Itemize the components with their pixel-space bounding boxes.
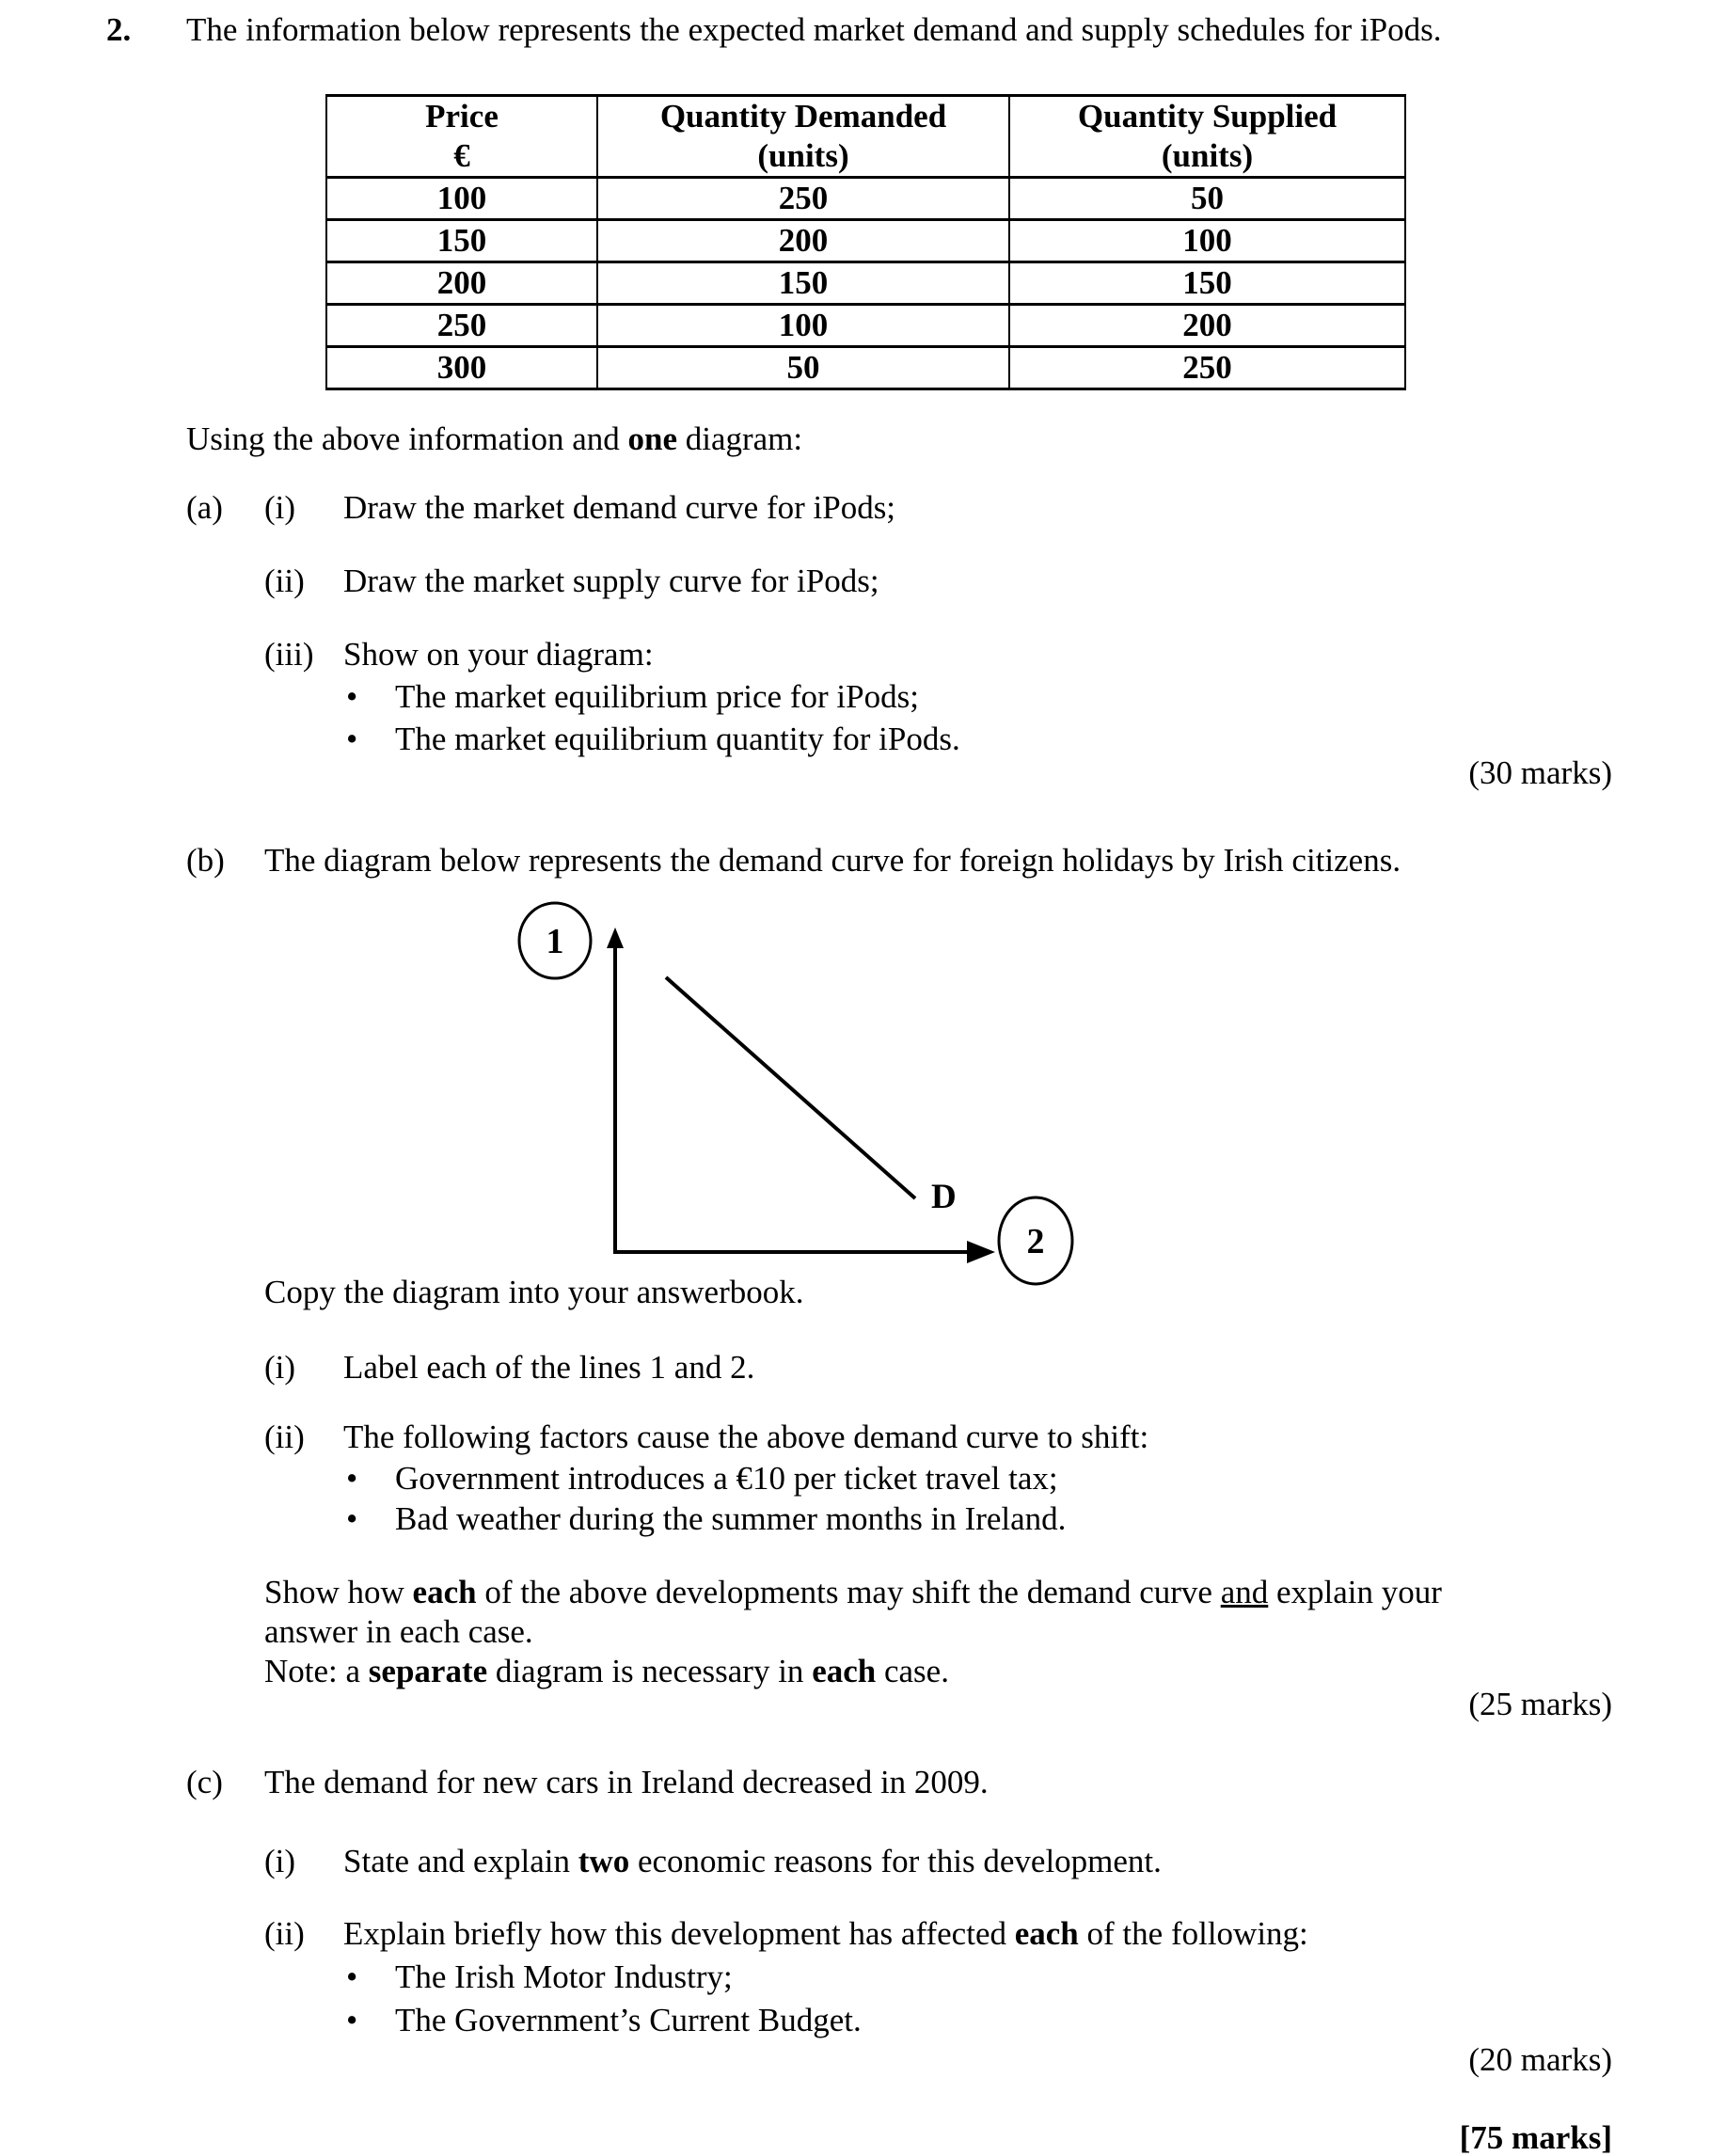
bullet-icon: • (346, 1500, 358, 1537)
shift-instruction-line-2: answer in each case. (264, 1613, 533, 1650)
text-segment: economic reasons for this development. (629, 1843, 1162, 1879)
col-header-price-sub: € (453, 137, 470, 174)
part-b-bullet-bad-weather (346, 1498, 1066, 1539)
part-a-bullet-equilibrium-quantity (346, 719, 960, 759)
col-header-price-title: Price (425, 98, 499, 135)
bold-segment: two (578, 1843, 630, 1879)
horizontal-axis-arrowhead-icon (967, 1241, 995, 1263)
table-row (326, 220, 1405, 262)
using-instruction (186, 419, 802, 459)
shift-instruction-line-1 (264, 1573, 1442, 1612)
part-b-intro (186, 840, 1401, 880)
part-a-marks: (30 marks) (1468, 754, 1612, 791)
col-header-quantity-supplied (1009, 96, 1405, 178)
bullet-text: Bad weather during the summer months in Ireland. (395, 1500, 1067, 1537)
demand-curve-diagram (508, 894, 1082, 1293)
table-cell-qd: 200 (597, 220, 1009, 262)
col-header-qd-title: Quantity Demanded (659, 98, 947, 135)
text-segment: case. (876, 1653, 949, 1689)
item-text: Draw the market supply curve for iPods; (343, 563, 879, 599)
copy-diagram-instruction: Copy the diagram into your answerbook. (264, 1274, 804, 1310)
item-number: (i) (264, 489, 296, 526)
part-b-bullet-travel-tax (346, 1458, 1058, 1498)
table-header-row (326, 96, 1405, 178)
item-number: (ii) (264, 1915, 305, 1952)
part-b-item-ii (264, 1417, 1148, 1457)
item-number: (iii) (264, 636, 314, 673)
col-header-qs-sub: (units) (1161, 137, 1254, 174)
table-cell-price: 100 (326, 178, 597, 220)
part-c-intro (186, 1762, 989, 1802)
table-cell-qd: 100 (597, 305, 1009, 347)
table-row (326, 305, 1405, 347)
part-c-bullet-motor-industry (346, 1957, 733, 1997)
question-intro-text: The information below represents the expected market demand and supply schedules for iPods. (186, 11, 1442, 48)
demand-curve-line (666, 977, 915, 1198)
bullet-icon: • (346, 721, 358, 757)
text-segment: Note: a (264, 1653, 369, 1689)
bullet-icon: • (346, 678, 358, 715)
table-cell-price: 250 (326, 305, 597, 347)
note-line (264, 1652, 1442, 1691)
table-row (326, 262, 1405, 305)
text-segment: of the following: (1078, 1915, 1308, 1952)
part-a-item-i (186, 487, 895, 528)
item-number: (ii) (264, 563, 305, 599)
item-text (343, 1915, 1308, 1952)
bullet-text: The Irish Motor Industry; (395, 1958, 733, 1995)
bullet-text: The Government’s Current Budget. (395, 2002, 862, 2038)
item-number: (i) (264, 1843, 296, 1879)
part-a-item-iii (264, 634, 654, 674)
table-cell-qd: 250 (597, 178, 1009, 220)
table-cell-qs: 250 (1009, 347, 1405, 389)
table-cell-price: 300 (326, 347, 597, 389)
col-header-qd-sub: (units) (757, 137, 849, 174)
part-a-item-ii (264, 561, 879, 601)
bullet-icon: • (346, 2002, 358, 2038)
text-segment: of the above developments may shift the demand curve (476, 1574, 1221, 1610)
item-text (343, 1843, 1162, 1879)
part-c-bullet-current-budget (346, 2000, 862, 2040)
bullet-icon: • (346, 1460, 358, 1497)
bullet-text: The market equilibrium quantity for iPods. (395, 721, 960, 757)
table-cell-qd: 50 (597, 347, 1009, 389)
table-cell-qs: 100 (1009, 220, 1405, 262)
text-segment: Explain briefly how this development has affected (343, 1915, 1015, 1952)
table-cell-qd: 150 (597, 262, 1009, 305)
item-text: Show on your diagram: (343, 636, 654, 673)
part-b-shift-instruction (264, 1573, 1442, 1691)
bold-segment: each (1014, 1915, 1079, 1952)
part-a-label: (a) (186, 489, 223, 526)
demand-curve-label: D (931, 1178, 957, 1216)
bold-segment: separate (368, 1653, 488, 1689)
col-header-qs-title: Quantity Supplied (1077, 98, 1338, 135)
part-b-intro-text: The diagram below represents the demand curve for foreign holidays by Irish citizens. (264, 842, 1401, 879)
text-segment: diagram is necessary in (487, 1653, 813, 1689)
bullet-text: The market equilibrium price for iPods; (395, 678, 919, 715)
table-cell-price: 200 (326, 262, 597, 305)
part-b-item-i (264, 1347, 754, 1387)
table-cell-qs: 50 (1009, 178, 1405, 220)
text-segment: State and explain (343, 1843, 578, 1879)
underlined-segment: and (1220, 1574, 1269, 1610)
item-number: (ii) (264, 1419, 305, 1455)
item-text: The following factors cause the above demand curve to shift: (343, 1419, 1149, 1455)
question-heading (106, 9, 1441, 50)
table-cell-price: 150 (326, 220, 597, 262)
part-b-marks: (25 marks) (1468, 1686, 1612, 1722)
bullet-text: Government introduces a €10 per ticket travel tax; (395, 1460, 1058, 1497)
market-schedule-table (325, 94, 1406, 390)
part-c-label: (c) (186, 1764, 223, 1800)
col-header-price (326, 96, 597, 178)
col-header-quantity-demanded (597, 96, 1009, 178)
line2-circle-label: 2 (1026, 1222, 1045, 1261)
item-text: Draw the market demand curve for iPods; (343, 489, 896, 526)
total-marks: [75 marks] (1459, 2119, 1612, 2156)
part-b-label: (b) (186, 842, 225, 879)
table-cell-qs: 150 (1009, 262, 1405, 305)
text-segment: explain your (1268, 1574, 1442, 1610)
part-a-bullet-equilibrium-price (346, 676, 919, 717)
table-row (326, 178, 1405, 220)
bold-segment: one (627, 420, 677, 457)
part-c-intro-text: The demand for new cars in Ireland decreased in 2009. (264, 1764, 989, 1800)
question-number: 2. (106, 11, 132, 48)
part-c-marks: (20 marks) (1468, 2041, 1612, 2078)
text-segment: Show how (264, 1574, 413, 1610)
bullet-icon: • (346, 1958, 358, 1995)
bold-segment: each (812, 1653, 877, 1689)
part-c-item-i (264, 1841, 1162, 1881)
bold-segment: each (412, 1574, 477, 1610)
table-cell-qs: 200 (1009, 305, 1405, 347)
text-segment: diagram: (676, 420, 803, 457)
text-segment: Using the above information and (186, 420, 628, 457)
part-c-item-ii (264, 1913, 1308, 1954)
line1-circle-label: 1 (546, 922, 564, 961)
item-text: Label each of the lines 1 and 2. (343, 1349, 755, 1386)
item-number: (i) (264, 1349, 296, 1386)
table-row (326, 347, 1405, 389)
